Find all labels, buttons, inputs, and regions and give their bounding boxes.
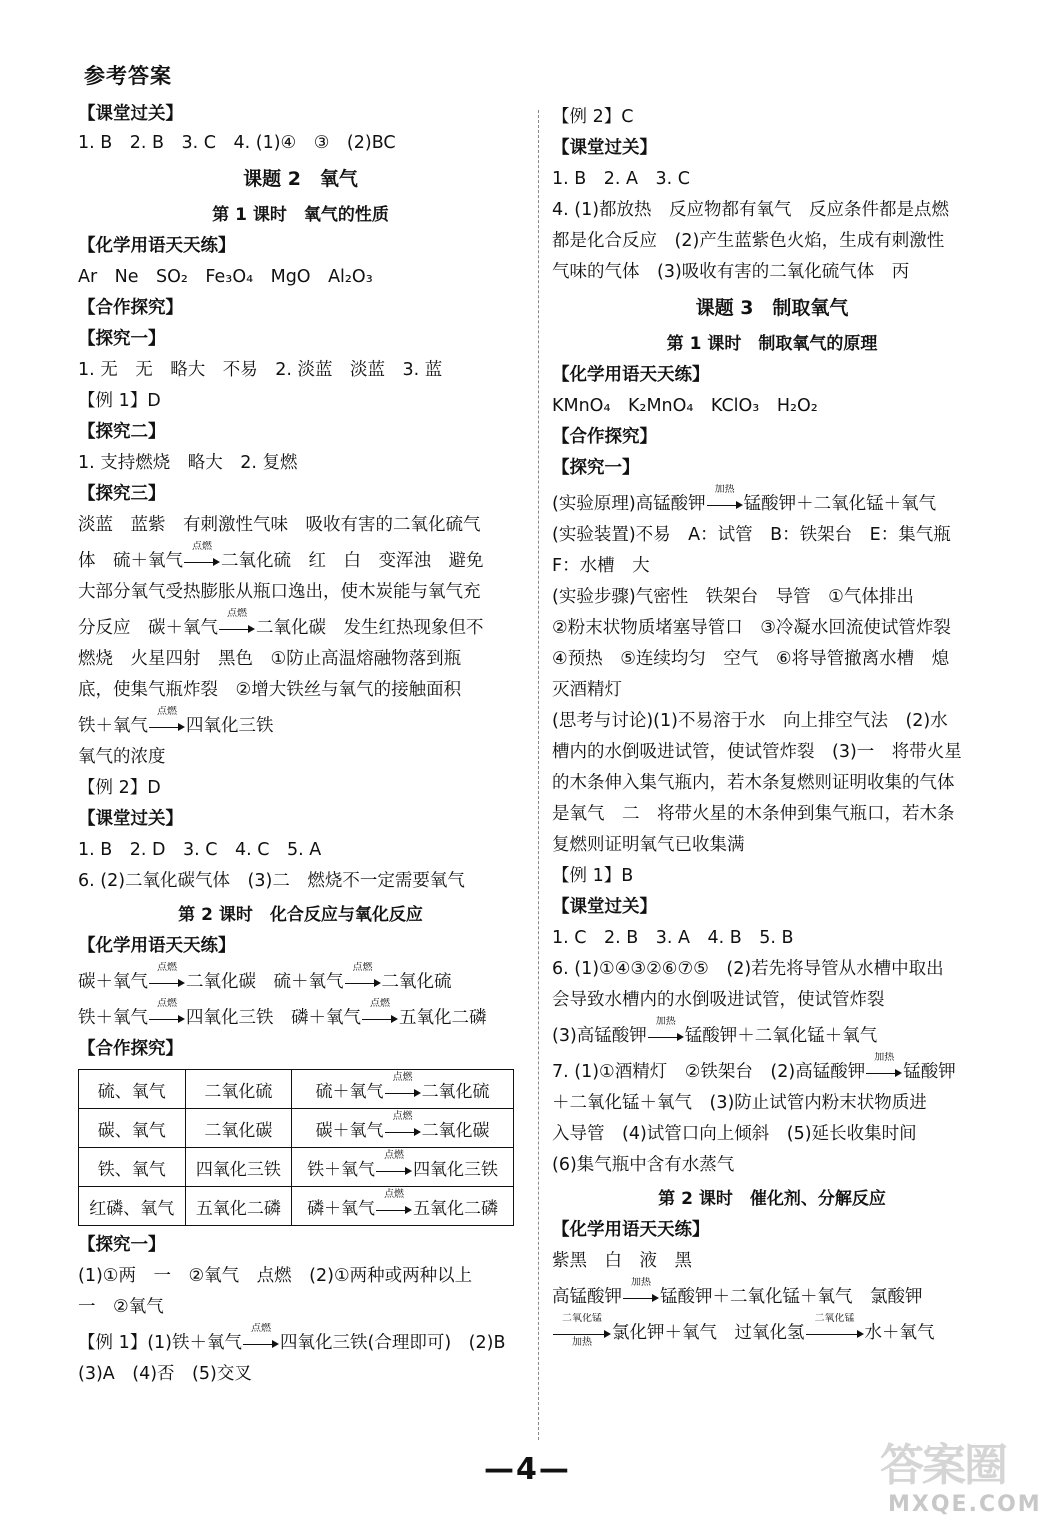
answer-line: 紫黑 白 液 黑 (552, 1251, 692, 1271)
answer-line: 的木条伸入集气瓶内，若木条复燃则证明收集的气体 (552, 773, 955, 793)
section-label: 【合作探究】 (78, 298, 183, 318)
reaction-arrow: 点燃 (385, 1085, 421, 1099)
reactants-cell: 红磷、氧气 (79, 1187, 186, 1226)
reaction-arrow: 二氧化锰 (806, 1326, 864, 1340)
reaction-arrow: 点燃 (362, 1011, 398, 1025)
section-label: 【课堂过关】 (552, 138, 657, 158)
section-label: 【探究一】 (78, 329, 166, 349)
answer-line: (思考与讨论)(1)不易溶于水 向上排空气法 (2)水 (552, 711, 948, 731)
answer-line: 氧气的浓度 (78, 747, 166, 767)
answer-line: KMnO₄ K₂MnO₄ KClO₃ H₂O₂ (552, 396, 818, 416)
answer-line: 1. B 2. D 3. C 4. C 5. A (78, 840, 322, 860)
reaction-arrow: 加热 (648, 1029, 684, 1043)
reaction-arrow: 点燃 (149, 719, 185, 733)
watermark-url: MXQE.COM (888, 1492, 1042, 1517)
answer-line: 1. B 2. A 3. C (552, 169, 690, 189)
topic-heading: 课题 2 氧气 (243, 168, 358, 190)
answer-line: 淡蓝 蓝紫 有刺激性气味 吸收有害的二氧化硫气 (78, 515, 481, 535)
watermark-logo (880, 1440, 1045, 1530)
reaction-table (78, 1069, 514, 1226)
equation-line: 铁＋氧气 点燃 四氧化三铁 磷＋氧气 点燃 五氧化二磷 (78, 998, 487, 1028)
reaction-arrow: 点燃 (376, 1202, 412, 1216)
equation-cell: 磷＋氧气 点燃 五氧化二磷 (292, 1187, 514, 1226)
answer-line: 大部分氧气受热膨胀从瓶口逸出，使木炭能与氧气充 (78, 582, 481, 602)
equation-line: 碳＋氧气 点燃 二氧化碳 硫＋氧气 点燃 二氧化硫 (78, 962, 452, 992)
answer-line: ②粉末状物质堵塞导管口 ③冷凝水回流使试管炸裂 (552, 618, 951, 638)
reaction-arrow: 加热 (707, 497, 743, 511)
table-row (79, 1187, 514, 1226)
watermark-text: 答案圈 (880, 1440, 1006, 1491)
example-line: 【例 1】D (78, 391, 161, 411)
lesson-heading: 第 2 课时 催化剂、分解反应 (658, 1189, 886, 1209)
table-row (79, 1148, 514, 1187)
lesson-heading: 第 2 课时 化合反应与氧化反应 (178, 905, 423, 925)
product-cell: 四氧化三铁 (185, 1148, 292, 1187)
section-label: 【探究一】 (552, 458, 640, 478)
answer-line: (实验步骤)气密性 铁架台 导管 ①气体排出 (552, 587, 914, 607)
equation-line: 【例 1】(1)铁＋氧气 点燃 四氧化三铁(合理即可) (2)B (78, 1323, 506, 1353)
section-label: 【探究一】 (78, 1235, 166, 1255)
answer-line: 4. (1)都放热 反应物都有氧气 反应条件都是点燃 (552, 200, 950, 220)
lesson-heading: 第 1 课时 氧气的性质 (212, 205, 389, 225)
answer-line: Ar Ne SO₂ Fe₃O₄ MgO Al₂O₃ (78, 267, 373, 287)
answer-line: F：水槽 大 (552, 556, 650, 576)
page-number: —4— (484, 1452, 571, 1487)
answer-line: ＋二氧化锰＋氧气 (3)防止试管内粉末状物质进 (552, 1093, 927, 1113)
answer-line: 都是化合反应 (2)产生蓝紫色火焰，生成有刺激性 (552, 231, 945, 251)
example-line: 【例 2】C (552, 107, 634, 127)
reaction-arrow: 点燃 (385, 1124, 421, 1138)
topic-heading: 课题 3 制取氧气 (695, 297, 849, 319)
equation-line: (3)高锰酸钾 加热 锰酸钾＋二氧化锰＋氧气 (552, 1016, 878, 1046)
example-line: 【例 2】D (78, 778, 161, 798)
reaction-arrow: 二氧化锰 加热 (553, 1326, 611, 1340)
answer-line: 一 ②氧气 (78, 1297, 164, 1317)
section-label: 【课堂过关】 (552, 897, 657, 917)
answer-line: (6)集气瓶中含有水蒸气 (552, 1155, 735, 1175)
reaction-arrow: 加热 (866, 1065, 902, 1079)
answer-line: 底，使集气瓶炸裂 ②增大铁丝与氧气的接触面积 (78, 680, 462, 700)
example-line: 【例 1】B (552, 866, 634, 886)
section-label: 【探究二】 (78, 422, 166, 442)
product-cell: 五氧化二磷 (185, 1187, 292, 1226)
section-label: 【化学用语天天练】 (78, 936, 236, 956)
section-label: 【化学用语天天练】 (552, 1220, 710, 1240)
section-label: 【化学用语天天练】 (78, 236, 236, 256)
answer-line: (实验装置)不易 A：试管 B：铁架台 E：集气瓶 (552, 525, 951, 545)
reaction-arrow: 点燃 (184, 554, 220, 568)
section-label: 【课堂过关】 (78, 104, 183, 124)
right-column (552, 102, 992, 1349)
answer-line: 会导致水槽内的水倒吸进试管，使试管炸裂 (552, 990, 885, 1010)
column-divider (538, 110, 539, 1440)
section-label: 【课堂过关】 (78, 809, 183, 829)
equation-line: 高锰酸钾 加热 锰酸钾＋二氧化锰＋氧气 氯酸钾 (552, 1277, 923, 1307)
reaction-arrow: 点燃 (219, 621, 255, 635)
answer-line: 6. (1)①④③②⑥⑦⑤ (2)若先将导管从水槽中取出 (552, 959, 944, 979)
equation-line: 铁＋氧气 点燃 四氧化三铁 (78, 706, 274, 736)
answer-line: 6. (2)二氧化碳气体 (3)二 燃烧不一定需要氧气 (78, 871, 465, 891)
answer-line: 槽内的水倒吸进试管，使试管炸裂 (3)一 将带火星 (552, 742, 962, 762)
reactants-cell: 硫、氧气 (79, 1070, 186, 1109)
answer-line: (3)A (4)否 (5)交叉 (78, 1364, 252, 1384)
answer-line: 1. 支持燃烧 略大 2. 复燃 (78, 453, 298, 473)
section-label: 【合作探究】 (78, 1039, 183, 1059)
section-label: 【探究三】 (78, 484, 166, 504)
equation-line: (实验原理)高锰酸钾 加热 锰酸钾＋二氧化锰＋氧气 (552, 484, 937, 514)
section-label: 【合作探究】 (552, 427, 657, 447)
equation-line: 7. (1)①酒精灯 ②铁架台 (2)高锰酸钾 加热 锰酸钾 (552, 1052, 956, 1082)
equation-cell: 铁＋氧气 点燃 四氧化三铁 (292, 1148, 514, 1187)
table-row (79, 1109, 514, 1148)
answer-line: (1)①两 一 ②氧气 点燃 (2)①两种或两种以上 (78, 1266, 473, 1286)
answer-line: 1. B 2. B 3. C 4. (1)④ ③ (2)BC (78, 133, 396, 153)
answer-line: 是氧气 二 将带火星的木条伸到集气瓶口，若木条 (552, 804, 955, 824)
answer-line: 1. C 2. B 3. A 4. B 5. B (552, 928, 794, 948)
table-row (79, 1070, 514, 1109)
reaction-arrow: 点燃 (345, 975, 381, 989)
equation-line: 二氧化锰 加热 氯化钾＋氧气 过氧化氢 二氧化锰 水＋氧气 (552, 1313, 992, 1349)
equation-cell: 硫＋氧气 点燃 二氧化硫 (292, 1070, 514, 1109)
page-title: 参考答案 (84, 64, 172, 88)
reaction-arrow: 点燃 (376, 1163, 412, 1177)
answer-line: 气味的气体 (3)吸收有害的二氧化硫气体 丙 (552, 262, 910, 282)
reaction-arrow: 点燃 (149, 1011, 185, 1025)
equation-cell: 碳＋氧气 点燃 二氧化碳 (292, 1109, 514, 1148)
answer-line: 复燃则证明氧气已收集满 (552, 835, 745, 855)
reactants-cell: 铁、氧气 (79, 1148, 186, 1187)
answer-line: 入导管 (4)试管口向上倾斜 (5)延长收集时间 (552, 1124, 917, 1144)
reactants-cell: 碳、氧气 (79, 1109, 186, 1148)
answer-line: 1. 无 无 略大 不易 2. 淡蓝 淡蓝 3. 蓝 (78, 360, 443, 380)
product-cell: 二氧化硫 (185, 1070, 292, 1109)
answer-line: 灭酒精灯 (552, 680, 622, 700)
equation-line: 分反应 碳＋氧气 点燃 二氧化碳 发生红热现象但不 (78, 608, 484, 638)
answer-line: ④预热 ⑤连续均匀 空气 ⑥将导管撤离水槽 熄 (552, 649, 950, 669)
answer-line: 燃烧 火星四射 黑色 ①防止高温熔融物落到瓶 (78, 649, 462, 669)
reaction-arrow: 点燃 (149, 975, 185, 989)
left-column (78, 100, 523, 1390)
equation-line: 体 硫＋氧气 点燃 二氧化硫 红 白 变浑浊 避免 (78, 541, 484, 571)
reaction-arrow: 点燃 (243, 1336, 279, 1350)
section-label: 【化学用语天天练】 (552, 365, 710, 385)
reaction-arrow: 加热 (623, 1290, 659, 1304)
lesson-heading: 第 1 课时 制取氧气的原理 (666, 334, 878, 354)
product-cell: 二氧化碳 (185, 1109, 292, 1148)
